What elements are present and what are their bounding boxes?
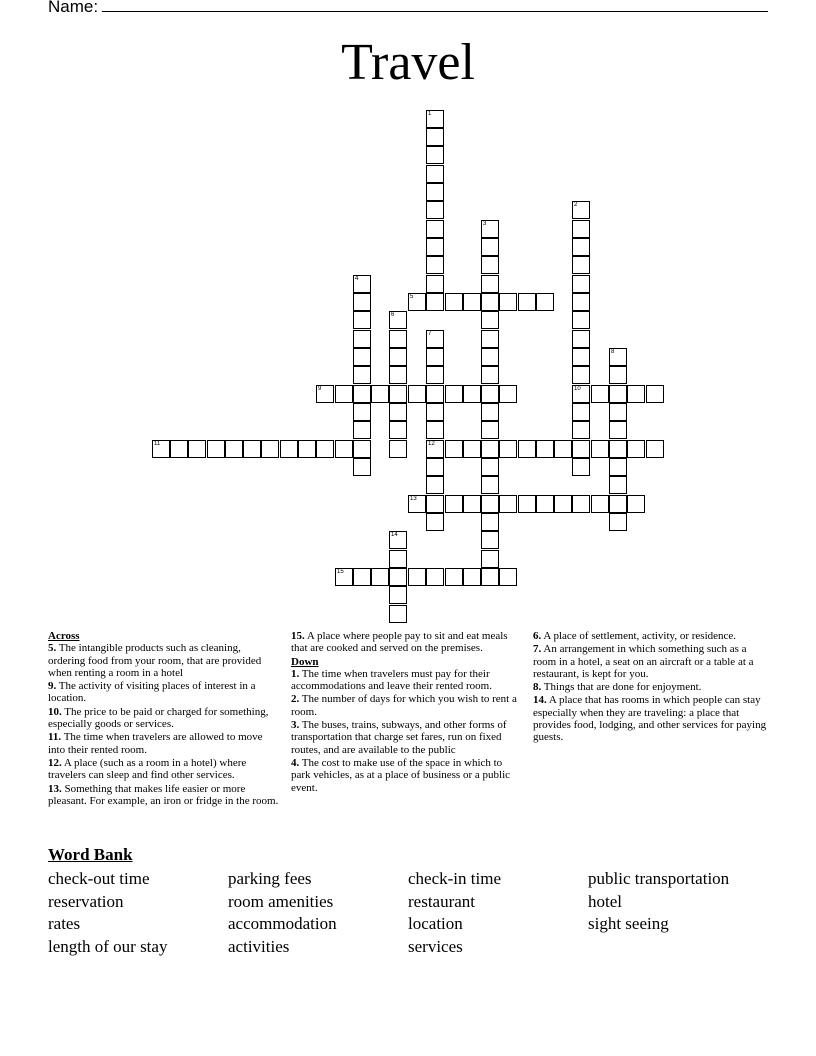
clue-item bbox=[48, 757, 280, 782]
clue-number: 1 bbox=[428, 111, 432, 117]
crossword-cell[interactable] bbox=[335, 385, 353, 403]
clue-number: 14. bbox=[533, 694, 547, 707]
crossword-cell[interactable] bbox=[481, 293, 499, 311]
clue-number: 14 bbox=[391, 532, 398, 538]
crossword-cell[interactable] bbox=[426, 238, 444, 256]
crossword-cell[interactable] bbox=[627, 385, 645, 403]
crossword-cell[interactable] bbox=[572, 238, 590, 256]
clue-number: 5 bbox=[410, 294, 414, 300]
crossword-cell[interactable] bbox=[389, 330, 407, 348]
crossword-cell[interactable] bbox=[243, 440, 261, 458]
clue-text: A place of settlement, activity, or residence. bbox=[541, 630, 737, 642]
clue-text: The time when travelers must pay for their accommodations and leave their rented room. bbox=[291, 667, 492, 693]
crossword-cell[interactable] bbox=[481, 311, 499, 329]
crossword-cell[interactable] bbox=[463, 568, 481, 586]
crossword-cell[interactable] bbox=[170, 440, 188, 458]
clue-item bbox=[48, 642, 280, 679]
clue-number: 6. bbox=[533, 630, 542, 642]
clue-number: 11 bbox=[154, 441, 161, 447]
crossword-cell[interactable] bbox=[481, 421, 499, 439]
crossword-cell[interactable] bbox=[481, 330, 499, 348]
crossword-cell[interactable] bbox=[445, 495, 463, 513]
crossword-cell[interactable] bbox=[481, 440, 499, 458]
down-heading: Down bbox=[291, 655, 319, 668]
crossword-cell[interactable] bbox=[481, 550, 499, 568]
crossword-cell[interactable] bbox=[481, 275, 499, 293]
crossword-cell[interactable] bbox=[353, 311, 371, 329]
clue-number: 1. bbox=[291, 667, 300, 680]
crossword-cell[interactable] bbox=[481, 366, 499, 384]
clue-item bbox=[291, 719, 521, 756]
clue-number: 8. bbox=[533, 681, 542, 694]
clue-item bbox=[291, 668, 521, 693]
crossword-cell[interactable] bbox=[481, 348, 499, 366]
clue-number: 13 bbox=[410, 496, 417, 502]
crossword-cell[interactable] bbox=[445, 385, 463, 403]
word-bank-item: rates bbox=[48, 914, 81, 934]
crossword-cell[interactable] bbox=[353, 366, 371, 384]
clue-number: 9. bbox=[48, 680, 57, 693]
word-bank-item: services bbox=[408, 937, 463, 957]
crossword-cell[interactable] bbox=[591, 385, 609, 403]
crossword-cell[interactable] bbox=[609, 513, 627, 531]
clue-number: 7. bbox=[533, 643, 542, 656]
crossword-cell[interactable] bbox=[572, 256, 590, 274]
crossword-cell[interactable] bbox=[335, 440, 353, 458]
word-bank-item: check-in time bbox=[408, 869, 501, 888]
clue-number: 10 bbox=[574, 386, 581, 392]
crossword-cell[interactable] bbox=[572, 275, 590, 293]
crossword-cell[interactable] bbox=[572, 458, 590, 476]
crossword-cell[interactable] bbox=[389, 366, 407, 384]
crossword-cell[interactable] bbox=[408, 495, 426, 513]
crossword-cell[interactable] bbox=[572, 440, 590, 458]
crossword-cell[interactable] bbox=[463, 440, 481, 458]
clue-number: 15. bbox=[291, 630, 305, 642]
crossword-cell[interactable] bbox=[426, 348, 444, 366]
word-bank-item: location bbox=[408, 914, 463, 934]
crossword-cell[interactable] bbox=[389, 605, 407, 623]
crossword-cell[interactable] bbox=[609, 440, 627, 458]
word-bank-item: sight seeing bbox=[588, 914, 669, 934]
clue-item bbox=[48, 731, 280, 756]
clue-number: 2 bbox=[574, 202, 578, 208]
crossword-cell[interactable] bbox=[646, 440, 664, 458]
crossword-cell[interactable] bbox=[609, 476, 627, 494]
crossword-cell[interactable] bbox=[188, 440, 206, 458]
crossword-cell[interactable] bbox=[499, 440, 517, 458]
crossword-cell[interactable] bbox=[335, 568, 353, 586]
crossword-cell[interactable] bbox=[316, 440, 334, 458]
crossword-cell[interactable] bbox=[445, 568, 463, 586]
clue-text: A place (such as a room in a hotel) where travelers can sleep and find other services. bbox=[48, 756, 247, 782]
crossword-cell[interactable] bbox=[591, 440, 609, 458]
crossword-cell[interactable] bbox=[371, 385, 389, 403]
clues-column-1 bbox=[48, 630, 280, 808]
word-bank-item: activities bbox=[228, 937, 290, 957]
clue-item bbox=[291, 630, 521, 655]
crossword-cell[interactable] bbox=[572, 385, 590, 403]
clue-item bbox=[533, 630, 767, 642]
clue-number: 10. bbox=[48, 705, 62, 718]
crossword-cell[interactable] bbox=[280, 440, 298, 458]
crossword-cell[interactable] bbox=[426, 110, 444, 128]
clue-number: 4 bbox=[355, 276, 359, 282]
crossword-cell[interactable] bbox=[426, 293, 444, 311]
crossword-cell[interactable] bbox=[408, 293, 426, 311]
word-bank bbox=[48, 868, 788, 959]
clues-column-3 bbox=[533, 630, 767, 745]
across-clue-list-cont bbox=[291, 630, 521, 655]
clue-number: 3. bbox=[291, 719, 300, 732]
clue-text: An arrangement in which something such as a room in a hotel, a seat on an aircraft or a table at a restaurant, is kept for you. bbox=[533, 643, 754, 680]
crossword-cell[interactable] bbox=[646, 385, 664, 403]
clue-text: A place that has rooms in which people can stay especially when they are traveling: a place that provides food, lodging, and other services for paying guests. bbox=[533, 694, 767, 744]
crossword-cell[interactable] bbox=[353, 440, 371, 458]
crossword-cell[interactable] bbox=[389, 385, 407, 403]
crossword-cell[interactable] bbox=[426, 366, 444, 384]
crossword-cell[interactable] bbox=[481, 458, 499, 476]
word-bank-item: accommodation bbox=[228, 914, 337, 934]
crossword-cell[interactable] bbox=[426, 165, 444, 183]
crossword-cell[interactable] bbox=[572, 366, 590, 384]
crossword-cell[interactable] bbox=[353, 330, 371, 348]
clue-item bbox=[48, 706, 280, 731]
crossword-cell[interactable] bbox=[426, 220, 444, 238]
clue-text: Things that are done for enjoyment. bbox=[541, 681, 702, 694]
crossword-cell[interactable] bbox=[152, 440, 170, 458]
clue-number: 3 bbox=[483, 221, 487, 227]
clue-item bbox=[533, 694, 767, 743]
crossword-cell[interactable] bbox=[261, 440, 279, 458]
crossword-cell[interactable] bbox=[426, 275, 444, 293]
crossword-cell[interactable] bbox=[627, 495, 645, 513]
crossword-cell[interactable] bbox=[536, 495, 554, 513]
clue-number: 11. bbox=[48, 731, 62, 744]
crossword-cell[interactable] bbox=[426, 440, 444, 458]
clue-text: The intangible products such as cleaning, ordering food from your room, that are provided when renting a room in a hotel bbox=[48, 642, 262, 679]
crossword-cell[interactable] bbox=[518, 440, 536, 458]
page-title: Travel bbox=[341, 34, 475, 91]
clue-text: A place where people pay to sit and eat meals that are cooked and served on the premises. bbox=[291, 630, 508, 655]
crossword-cell[interactable] bbox=[389, 550, 407, 568]
crossword-cell[interactable] bbox=[408, 568, 426, 586]
word-bank-item: check-out time bbox=[48, 869, 150, 888]
clue-number: 13. bbox=[48, 782, 62, 795]
crossword-cell[interactable] bbox=[426, 495, 444, 513]
crossword-cell[interactable] bbox=[353, 293, 371, 311]
clue-text: The number of days for which you wish to rent a room. bbox=[291, 693, 517, 718]
crossword-cell[interactable] bbox=[481, 238, 499, 256]
crossword-cell[interactable] bbox=[481, 568, 499, 586]
crossword-cell[interactable] bbox=[572, 495, 590, 513]
crossword-cell[interactable] bbox=[207, 440, 225, 458]
crossword-cell[interactable] bbox=[572, 403, 590, 421]
clue-text: The activity of visiting places of interest in a location. bbox=[48, 680, 256, 705]
crossword-cell[interactable] bbox=[353, 421, 371, 439]
crossword-cell[interactable] bbox=[316, 385, 334, 403]
word-bank-item: length of our stay bbox=[48, 937, 168, 957]
across-clue-list bbox=[48, 642, 280, 807]
clue-item bbox=[48, 783, 280, 808]
crossword-cell[interactable] bbox=[499, 385, 517, 403]
crossword-cell[interactable] bbox=[426, 128, 444, 146]
crossword-cell[interactable] bbox=[426, 568, 444, 586]
crossword-cell[interactable] bbox=[481, 495, 499, 513]
crossword-cell[interactable] bbox=[572, 201, 590, 219]
crossword-cell[interactable] bbox=[609, 385, 627, 403]
crossword-cell[interactable] bbox=[481, 531, 499, 549]
clue-text: The price to be paid or charged for something, especially goods or services. bbox=[48, 705, 269, 731]
crossword-cell[interactable] bbox=[426, 256, 444, 274]
crossword-cell[interactable] bbox=[426, 513, 444, 531]
across-heading: Across bbox=[48, 630, 80, 642]
clue-item bbox=[291, 757, 521, 794]
crossword-cell[interactable] bbox=[609, 495, 627, 513]
crossword-cell[interactable] bbox=[426, 146, 444, 164]
clue-number: 8 bbox=[611, 349, 615, 355]
crossword-cell[interactable] bbox=[554, 495, 572, 513]
crossword-cell[interactable] bbox=[609, 458, 627, 476]
crossword-cell[interactable] bbox=[389, 568, 407, 586]
crossword-cell[interactable] bbox=[609, 348, 627, 366]
crossword-cell[interactable] bbox=[426, 330, 444, 348]
crossword-cell[interactable] bbox=[353, 348, 371, 366]
crossword-cell[interactable] bbox=[353, 403, 371, 421]
crossword-cell[interactable] bbox=[627, 440, 645, 458]
crossword-cell[interactable] bbox=[572, 330, 590, 348]
crossword-cell[interactable] bbox=[389, 348, 407, 366]
crossword-cell[interactable] bbox=[445, 440, 463, 458]
clue-number: 6 bbox=[391, 312, 395, 318]
crossword-cell[interactable] bbox=[389, 421, 407, 439]
crossword-cell[interactable] bbox=[518, 495, 536, 513]
crossword-cell[interactable] bbox=[389, 586, 407, 604]
crossword-cell[interactable] bbox=[389, 440, 407, 458]
clues-column-2 bbox=[291, 630, 521, 795]
crossword-cell[interactable] bbox=[426, 421, 444, 439]
clue-item bbox=[48, 680, 280, 705]
clue-item bbox=[533, 681, 767, 693]
crossword-cell[interactable] bbox=[426, 403, 444, 421]
clue-text: The buses, trains, subways, and other forms of transportation that charge set fares, run on fixed routes, and are available to the public bbox=[291, 719, 507, 756]
crossword-cell[interactable] bbox=[353, 275, 371, 293]
crossword-cell[interactable] bbox=[408, 385, 426, 403]
crossword-cell[interactable] bbox=[481, 385, 499, 403]
crossword-cell[interactable] bbox=[389, 403, 407, 421]
crossword-cell[interactable] bbox=[499, 293, 517, 311]
crossword-cell[interactable] bbox=[536, 293, 554, 311]
crossword-cell[interactable] bbox=[481, 220, 499, 238]
crossword-cell[interactable] bbox=[353, 385, 371, 403]
crossword-cell[interactable] bbox=[371, 568, 389, 586]
crossword-cell[interactable] bbox=[609, 403, 627, 421]
clue-number: 7 bbox=[428, 331, 432, 337]
crossword-cell[interactable] bbox=[225, 440, 243, 458]
word-bank-title: Word Bank bbox=[48, 845, 133, 864]
crossword-cell[interactable] bbox=[426, 201, 444, 219]
word-bank-item: reservation bbox=[48, 891, 124, 911]
clue-number: 12. bbox=[48, 756, 62, 769]
crossword-cell[interactable] bbox=[572, 220, 590, 238]
crossword-cell[interactable] bbox=[591, 495, 609, 513]
clue-number: 9 bbox=[318, 386, 322, 392]
crossword-cell[interactable] bbox=[353, 458, 371, 476]
clue-text: The cost to make use of the space in which to park vehicles, as at a place of business or a public event. bbox=[291, 756, 511, 794]
clue-number: 15 bbox=[337, 569, 344, 575]
down-clue-list-cont bbox=[533, 630, 767, 744]
word-bank-item: room amenities bbox=[228, 891, 334, 911]
crossword-cell[interactable] bbox=[481, 513, 499, 531]
crossword-cell[interactable] bbox=[609, 421, 627, 439]
crossword-cell[interactable] bbox=[481, 403, 499, 421]
clue-number: 2. bbox=[291, 693, 300, 706]
crossword-cell[interactable] bbox=[463, 385, 481, 403]
crossword-cell[interactable] bbox=[572, 421, 590, 439]
crossword-cell[interactable] bbox=[389, 311, 407, 329]
word-bank-item: restaurant bbox=[408, 891, 476, 911]
clue-text: The time when travelers are allowed to move into their rented room. bbox=[48, 731, 263, 756]
clue-item bbox=[533, 643, 767, 680]
crossword-cell[interactable] bbox=[572, 348, 590, 366]
crossword-cell[interactable] bbox=[572, 311, 590, 329]
crossword-cell[interactable] bbox=[481, 476, 499, 494]
word-bank-item: public transportation bbox=[588, 869, 730, 888]
word-bank-item: parking fees bbox=[228, 869, 312, 888]
crossword-cell[interactable] bbox=[389, 531, 407, 549]
crossword-cell[interactable] bbox=[426, 385, 444, 403]
crossword-cell[interactable] bbox=[445, 293, 463, 311]
crossword-cell[interactable] bbox=[426, 458, 444, 476]
crossword-cell[interactable] bbox=[609, 366, 627, 384]
crossword-cell[interactable] bbox=[536, 440, 554, 458]
crossword-cell[interactable] bbox=[426, 183, 444, 201]
crossword-cell[interactable] bbox=[499, 568, 517, 586]
crossword-cell[interactable] bbox=[572, 293, 590, 311]
crossword-cell[interactable] bbox=[554, 440, 572, 458]
clue-number: 5. bbox=[48, 642, 57, 655]
clue-text: Something that makes life easier or more pleasant. For example, an iron or fridge in the room. bbox=[48, 782, 279, 807]
word-bank-item: hotel bbox=[588, 891, 622, 911]
clue-item bbox=[291, 693, 521, 718]
crossword-cell[interactable] bbox=[518, 293, 536, 311]
crossword-cell[interactable] bbox=[481, 256, 499, 274]
clue-number: 4. bbox=[291, 756, 300, 769]
down-clue-list bbox=[291, 668, 521, 794]
crossword-cell[interactable] bbox=[499, 495, 517, 513]
crossword-cell[interactable] bbox=[463, 495, 481, 513]
crossword-cell[interactable] bbox=[463, 293, 481, 311]
clue-number: 12 bbox=[428, 441, 435, 447]
crossword-cell[interactable] bbox=[353, 568, 371, 586]
crossword-cell[interactable] bbox=[426, 476, 444, 494]
crossword-cell[interactable] bbox=[298, 440, 316, 458]
name-label: Name: bbox=[48, 0, 99, 16]
